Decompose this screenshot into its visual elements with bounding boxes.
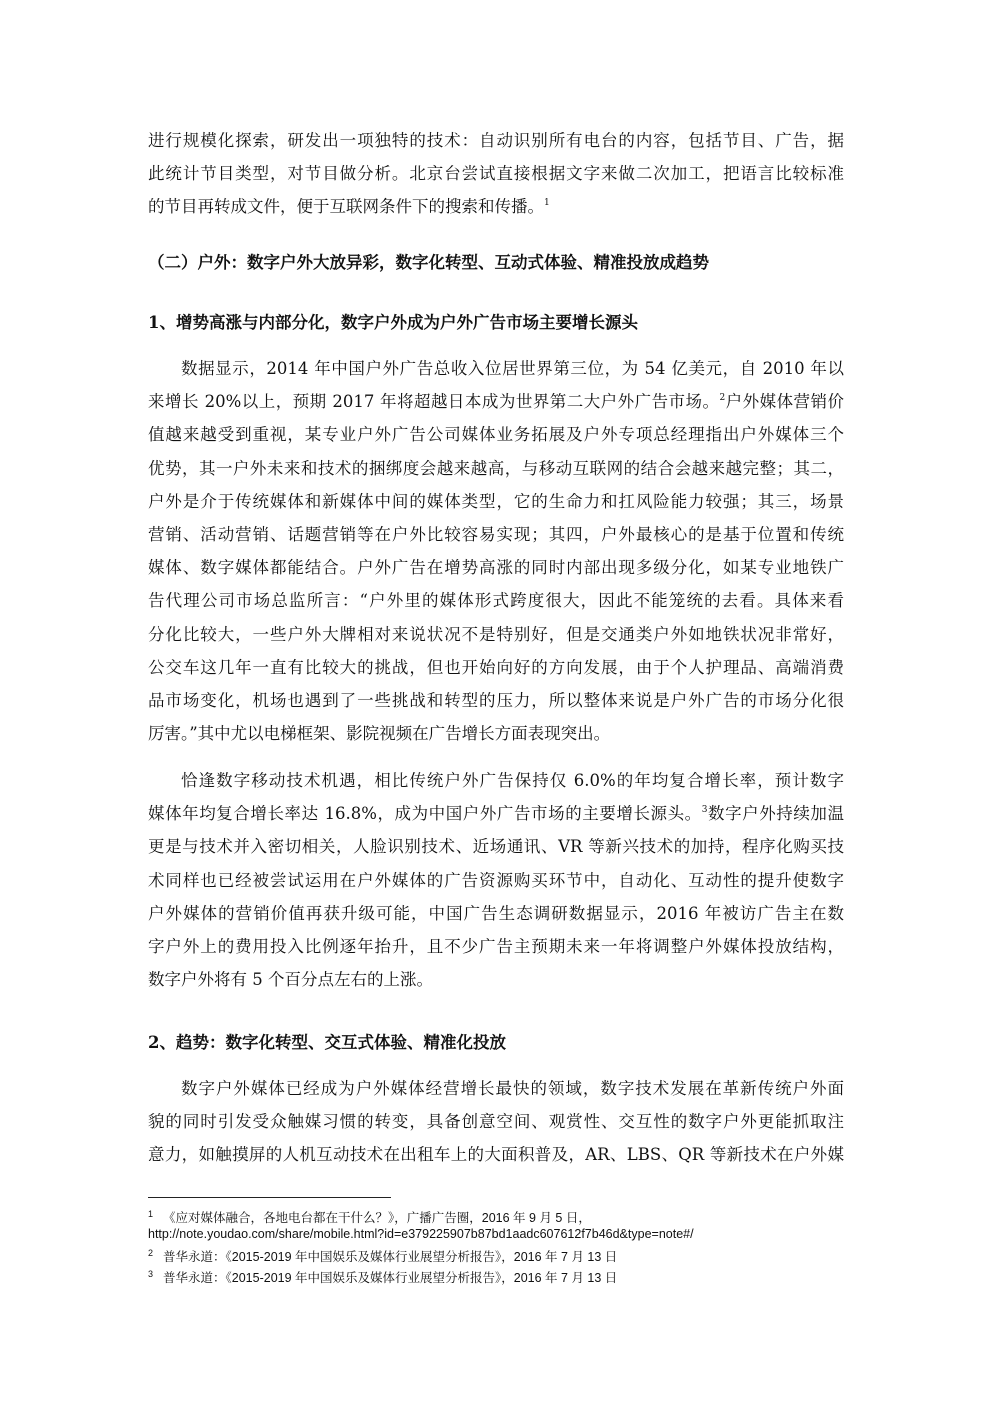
- text-line: 数据显示，2014 年中国户外广告总收入位居世界第三位，为 54 亿美元，自 2010 年以: [181, 359, 844, 378]
- text-line: [148, 797, 844, 830]
- subsection-heading: 1、增势高涨与内部分化，数字户外成为户外广告市场主要增长源头: [148, 313, 638, 332]
- footnote-number: 2: [148, 1248, 154, 1258]
- footnote-text: 普华永道：《2015-2019 年中国娱乐及媒体行业展望分析报告》，2016 年 7 月 13 日: [163, 1271, 618, 1285]
- text-line: 更是与技术并入密切相关，人脸识别技术、近场通讯、VR 等新兴技术的加持，程序化购买技: [148, 837, 844, 857]
- text-line: 户外媒体的营销价值再获升级可能，中国广告生态调研数据显示，2016 年被访广告主在数: [148, 903, 844, 923]
- text-line: 意力，如触摸屏的人机互动技术在出租车上的大面积普及，AR、LBS、QR 等新技术在户外媒: [148, 1145, 844, 1165]
- text-line: [148, 190, 844, 223]
- footnote-link[interactable]: http://note.youdao.com/share/mobile.html?id=e379225907b87bd1aadc607612f7b46d&type=note#/: [148, 1227, 694, 1241]
- text-line: 媒体、数字媒体都能结合。户外广告在增势高涨的同时内部出现多级分化，如某专业地铁广: [148, 558, 844, 578]
- footnote-1-url[interactable]: [148, 1225, 694, 1243]
- text-line: 优势，其一户外未来和技术的捆绑度会越来越高，与移动互联网的结合会越来越完整；其二，: [148, 458, 844, 478]
- text-line: 公交车这几年一直有比较大的挑战，但也开始向好的方向发展，由于个人护理品、高端消费: [148, 657, 844, 677]
- text-line: 营销、活动营销、话题营销等在户外比较容易实现；其四，户外最核心的是基于位置和传统: [148, 525, 844, 545]
- paragraph-1: [148, 352, 844, 750]
- text-line: 品市场变化，机场也遇到了一些挑战和转型的压力，所以整体来说是户外广告的市场分化很: [148, 691, 844, 711]
- text-line: 厉害。”其中尤以电梯框架、影院视频在广告增长方面表现突出。: [148, 724, 611, 744]
- paragraph-intro: [148, 124, 844, 224]
- text-span: 户外媒体营销价: [725, 392, 844, 412]
- footnote-ref: 3: [701, 805, 708, 816]
- text-line: 值越来越受到重视，某专业户外广告公司媒体业务拓展及户外专项总经理指出户外媒体三个: [148, 425, 844, 445]
- text-line: 此统计节目类型，对节目做分析。北京台尝试直接根据文字来做二次加工，把语言比较标准: [148, 164, 844, 184]
- text-line: 貌的同时引发受众触媒习惯的转变，具备创意空间、观赏性、交互性的数字户外更能抓取注: [148, 1112, 844, 1132]
- footnote-2: [148, 1244, 617, 1266]
- footnote-number: 1: [148, 1209, 154, 1219]
- text-line: [148, 385, 844, 418]
- text-span: 来增长 20%以上，预期 2017 年将超越日本成为世界第二大户外广告市场。: [148, 392, 720, 412]
- text-span: 媒体年均复合增长率达 16.8%，成为中国户外广告市场的主要增长源头。: [148, 804, 702, 824]
- text-span: 数字户外持续加温: [707, 804, 845, 824]
- text-line: 数字户外媒体已经成为户外媒体经营增长最快的领域，数字技术发展在革新传统户外面: [181, 1079, 844, 1098]
- paragraph-3: [148, 1072, 844, 1172]
- text-line: 恰逢数字移动技术机遇，相比传统户外广告保持仅 6.0%的年均复合增长率，预计数字: [181, 771, 844, 790]
- footnote-ref: 1: [544, 198, 550, 209]
- text-line: 数字户外将有 5 个百分点左右的上涨。: [148, 970, 433, 990]
- footnote-ref: 2: [719, 393, 726, 404]
- footnote-text: 普华永道：《2015-2019 年中国娱乐及媒体行业展望分析报告》，2016 年 7 月 13 日: [163, 1250, 618, 1264]
- paragraph-2: [148, 764, 844, 996]
- section-heading: （二）户外：数字户外大放异彩，数字化转型、互动式体验、精准投放成趋势: [148, 253, 709, 272]
- text-line: 字户外上的费用投入比例逐年抬升，且不少广告主预期未来一年将调整户外媒体投放结构，: [148, 937, 844, 957]
- footnote-divider: [148, 1197, 391, 1198]
- text-line: 进行规模化探索，研发出一项独特的技术：自动识别所有电台的内容，包括节目、广告，据: [148, 131, 844, 150]
- footnote-text: 《应对媒体融合，各地电台都在干什么？》，广播广告圈，2016 年 9 月 5 日，: [163, 1211, 591, 1225]
- text-span: 的节目再转成文件，便于互联网条件下的搜索和传播。: [148, 197, 544, 217]
- footnote-1: [148, 1205, 591, 1227]
- text-line: 户外是介于传统媒体和新媒体中间的媒体类型，它的生命力和扛风险能力较强；其三，场景: [148, 491, 844, 511]
- text-line: 术同样也已经被尝试运用在户外媒体的广告资源购买环节中，自动化、互动性的提升使数字: [148, 870, 844, 890]
- text-line: 分化比较大，一些户外大牌相对来说状况不是特别好，但是交通类户外如地铁状况非常好，: [148, 624, 844, 644]
- footnote-3: [148, 1265, 617, 1287]
- footnote-number: 3: [148, 1269, 154, 1279]
- text-line: 告代理公司市场总监所言：“户外里的媒体形式跨度很大，因此不能笼统的去看。具体来看: [148, 591, 844, 611]
- subsection-heading: 2、趋势：数字化转型、交互式体验、精准化投放: [148, 1033, 506, 1052]
